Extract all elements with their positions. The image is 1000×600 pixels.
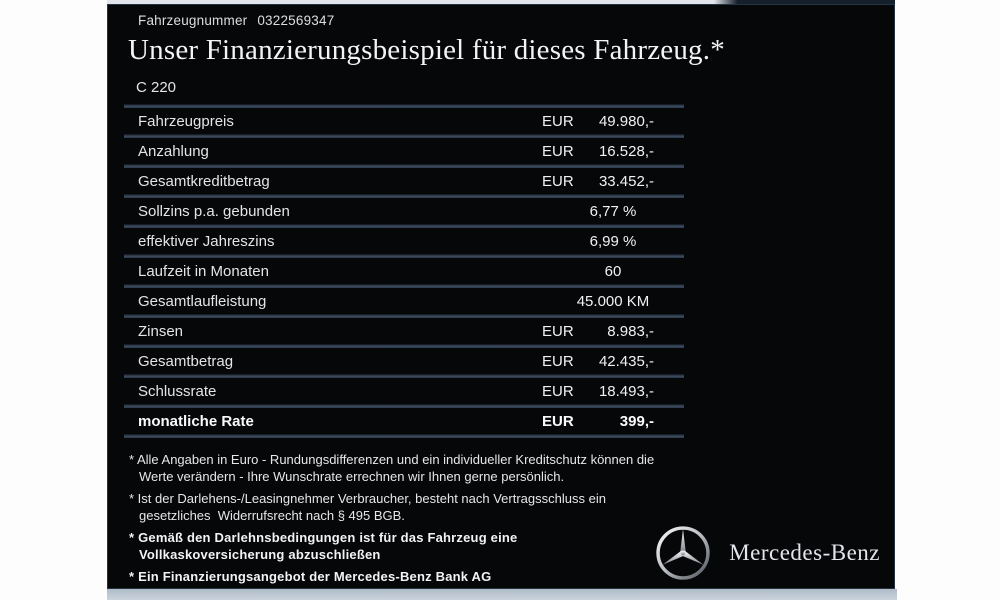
amount-value: 8.983,-	[607, 322, 654, 340]
row-value	[534, 383, 684, 400]
footnote-line: Werte verändern - Ihre Wunschrate errechnen wir Ihnen gerne persönlich.	[139, 468, 565, 484]
table-row	[124, 228, 684, 254]
row-label: Laufzeit in Monaten	[138, 262, 269, 280]
footnote-line: * Alle Angaben in Euro - Rundungsdifferenzen und ein individueller Kreditschutz können die	[129, 452, 655, 467]
table-row	[124, 318, 684, 344]
currency-label: EUR	[542, 322, 574, 340]
row-label: Fahrzeugpreis	[138, 112, 234, 130]
row-label: effektiver Jahreszins	[138, 232, 275, 250]
footnote-line: * Ist der Darlehens-/Leasingnehmer Verbraucher, besteht nach Vertragsschluss ein	[129, 491, 606, 506]
row-label: Sollzins p.a. gebunden	[138, 202, 290, 220]
row-label: monatliche Rate	[138, 412, 254, 430]
table-row	[124, 168, 684, 194]
footnote-withdrawal-right	[129, 491, 894, 524]
footnote-line: Vollkaskoversicherung abzuschließen	[139, 546, 381, 562]
table-row	[124, 348, 684, 374]
amount-value: 16.528,-	[598, 142, 654, 160]
table-row	[124, 288, 684, 314]
row-label: Gesamtlaufleistung	[138, 292, 267, 310]
currency-label: EUR	[542, 352, 574, 370]
table-row-monthly-rate	[124, 408, 684, 434]
page-title: Unser Finanzierungsbeispiel für dieses Fahrzeug.*	[128, 34, 725, 66]
row-label: Anzahlung	[138, 142, 209, 160]
row-value	[534, 143, 684, 160]
vehicle-number-value: 0322569347	[257, 13, 335, 28]
amount-value: 60	[604, 262, 622, 280]
row-label: Schlussrate	[138, 382, 217, 400]
amount-value: 49.980,-	[598, 112, 654, 130]
footnote-line: * Gemäß den Darlehnsbedingungen ist für das Fahrzeug eine	[129, 530, 518, 545]
row-value	[534, 353, 684, 370]
row-value	[534, 173, 684, 190]
row-label: Gesamtbetrag	[138, 352, 234, 370]
row-value	[534, 323, 684, 340]
currency-label: EUR	[542, 382, 574, 400]
row-value	[534, 233, 684, 250]
currency-label: EUR	[542, 112, 574, 130]
amount-value: 18.493,-	[598, 382, 654, 400]
table-row	[124, 258, 684, 284]
vehicle-number-label: Fahrzeugnummer	[138, 13, 248, 28]
row-value	[534, 203, 684, 220]
currency-label: EUR	[542, 142, 574, 160]
table-row	[124, 378, 684, 404]
row-label: Gesamtkreditbetrag	[138, 172, 270, 190]
table-row	[124, 108, 684, 134]
row-value	[534, 293, 684, 310]
row-value	[534, 263, 684, 280]
currency-label: EUR	[542, 172, 574, 190]
footnote-line: * Ein Finanzierungsangebot der Mercedes-Benz Bank AG	[129, 569, 492, 584]
brand-name: Mercedes-Benz	[729, 540, 880, 565]
brand-area	[654, 524, 880, 582]
amount-value: 33.452,-	[598, 172, 654, 190]
financing-table	[124, 104, 684, 438]
row-value	[534, 413, 684, 430]
footnote-rounding	[129, 452, 894, 485]
currency-label: EUR	[542, 412, 574, 430]
table-row	[124, 198, 684, 224]
row-label: Zinsen	[138, 322, 184, 340]
bottom-edge-band	[107, 589, 897, 600]
financing-panel	[107, 4, 895, 589]
footnote-line: gesetzliches Widerrufsrecht nach § 495 BGB.	[139, 507, 405, 523]
table-divider	[124, 434, 684, 438]
table-row	[124, 138, 684, 164]
amount-value: 399,-	[619, 412, 654, 430]
vehicle-number-line	[108, 5, 894, 28]
amount-value: 45.000 KM	[576, 292, 650, 310]
row-value	[534, 113, 684, 130]
amount-value: 42.435,-	[598, 352, 654, 370]
mercedes-star-icon	[654, 524, 712, 582]
amount-value: 6,99 %	[589, 232, 637, 250]
amount-value: 6,77 %	[589, 202, 637, 220]
vehicle-model: C 220	[136, 79, 177, 96]
